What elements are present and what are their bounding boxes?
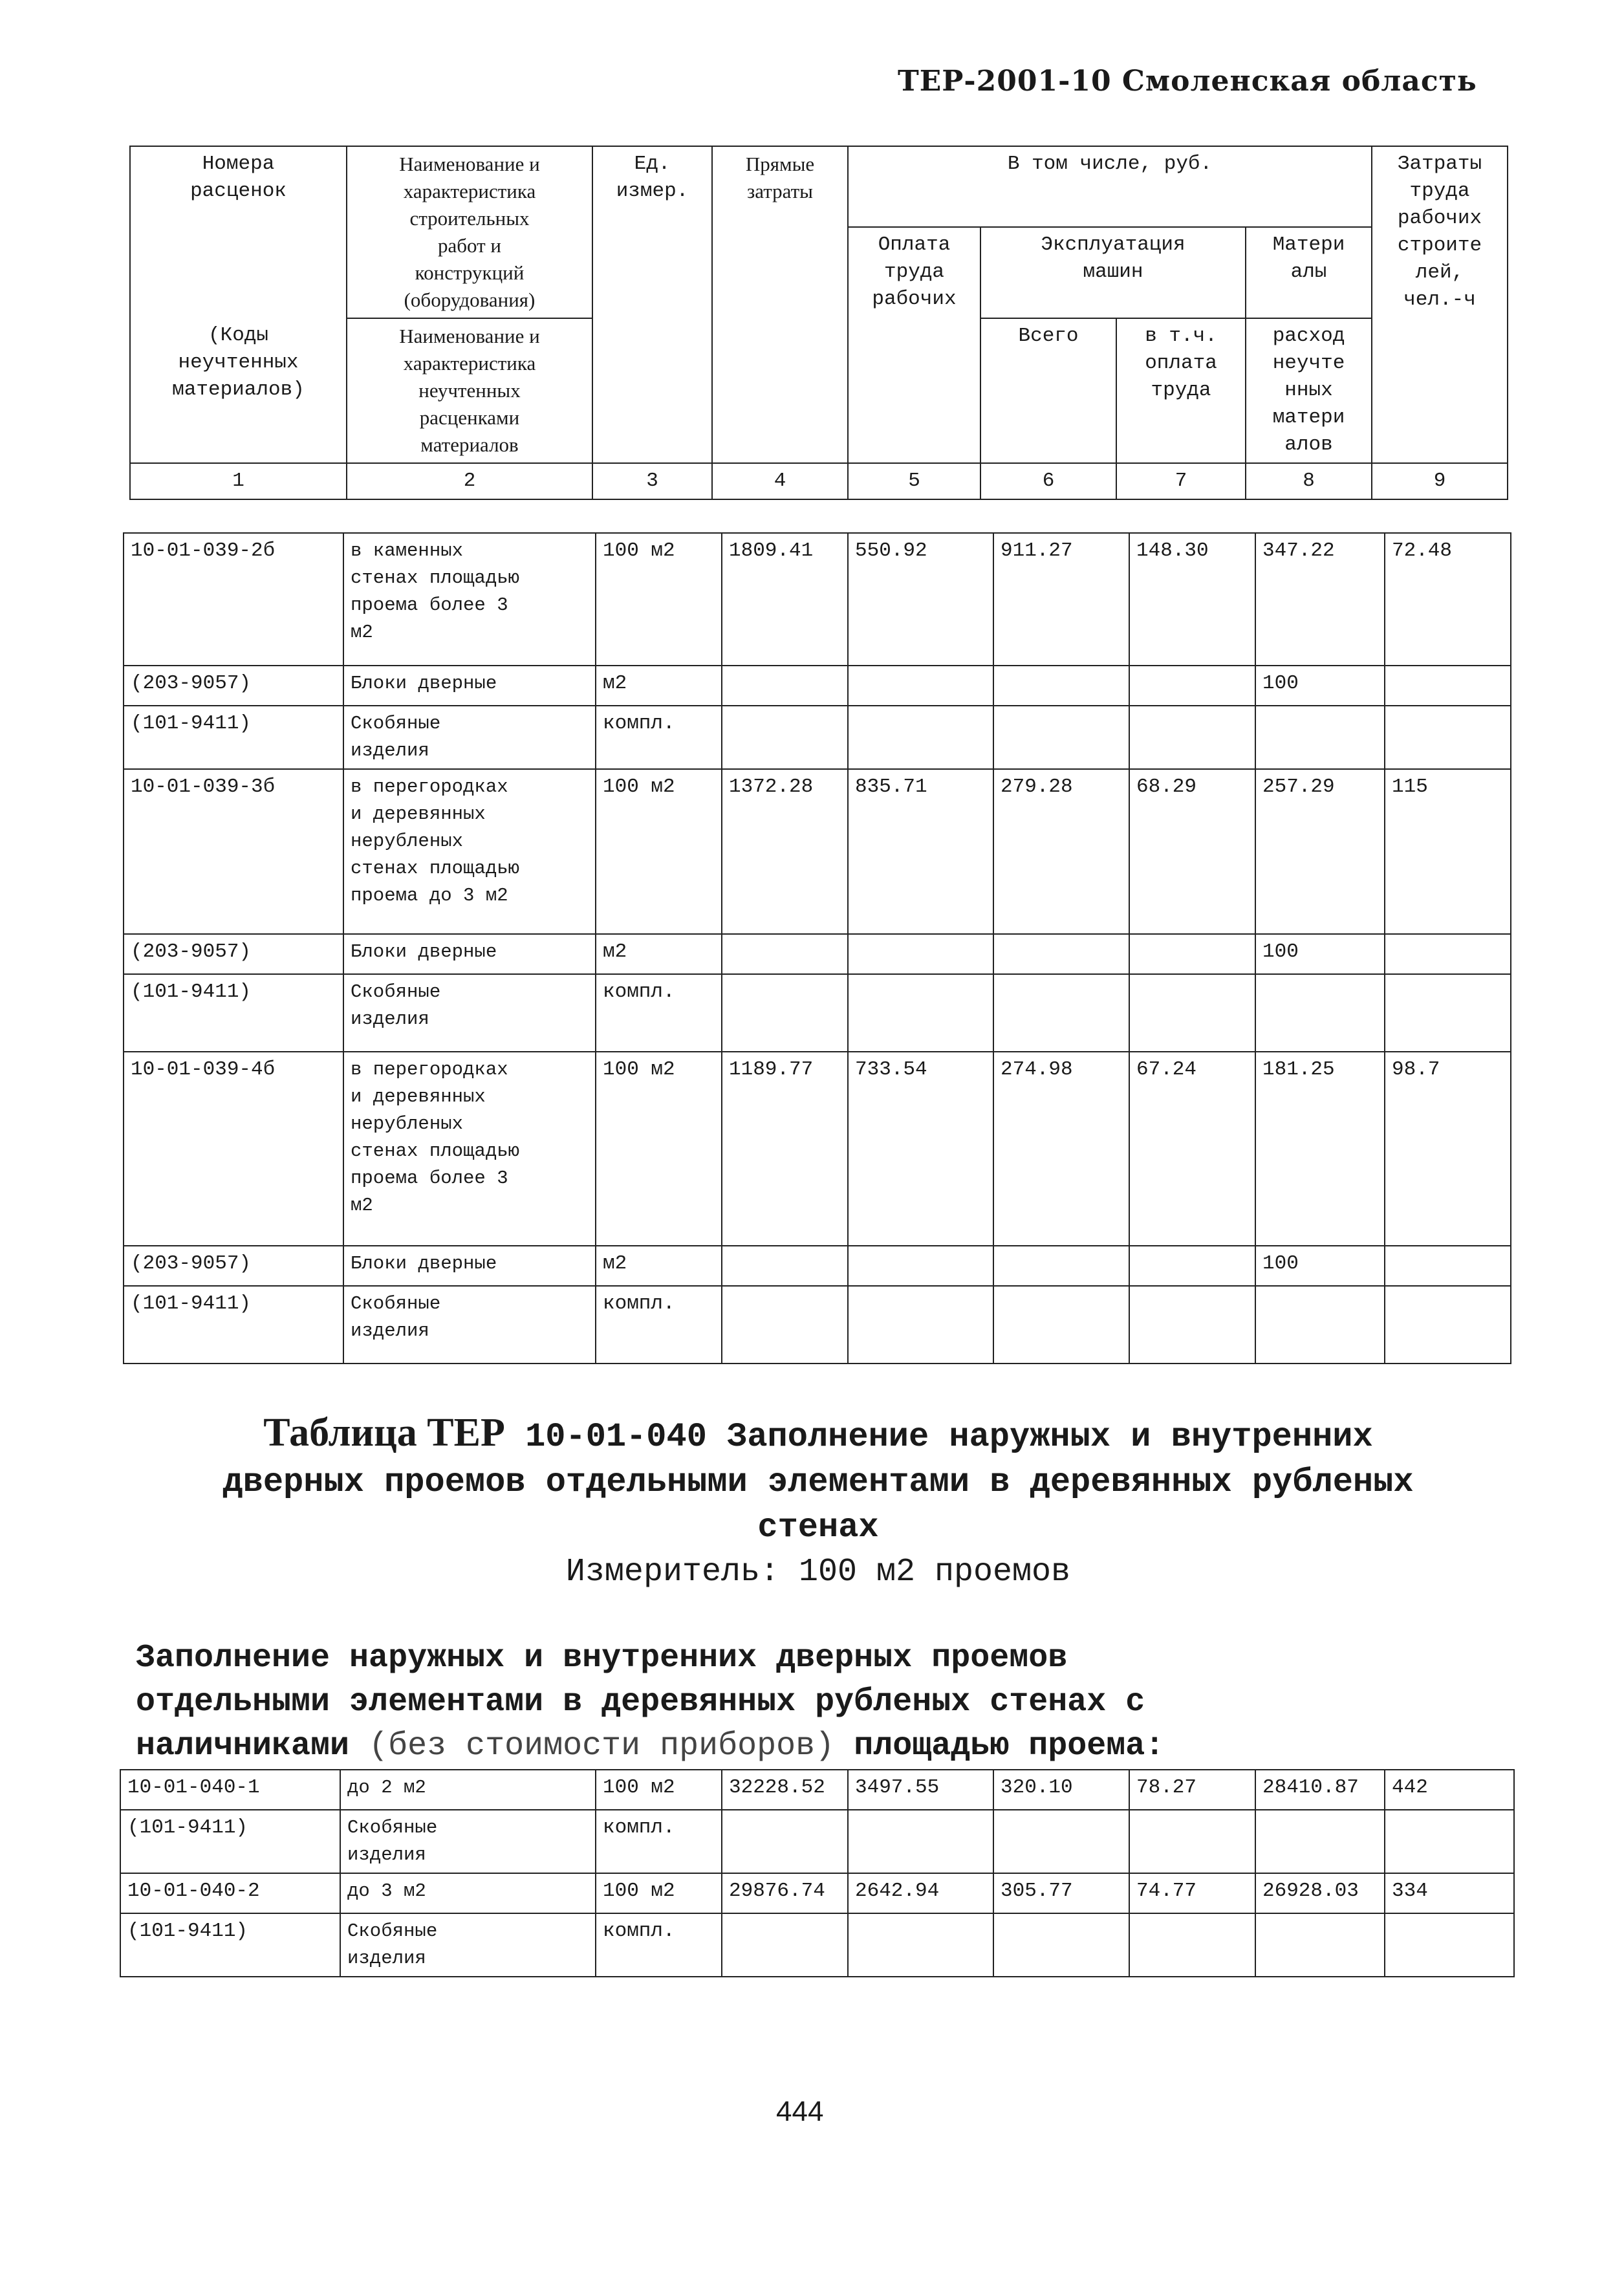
table-row [120,1770,1514,1810]
cell-code: 10-01-040-1 [120,1770,340,1810]
cell-code: 10-01-040-2 [120,1873,340,1913]
cell-machines [993,706,1129,769]
cell-unit: компл. [596,974,722,1052]
cell-unit: компл. [596,1810,722,1873]
cell-unit: 100 м2 [596,769,722,934]
header-machine-labor: в т.ч. оплата труда [1116,318,1246,463]
header-materials: Матери алы [1246,227,1372,318]
column-number: 1 [130,463,347,499]
header-work-name: Наименование и характеристика строительных работ и конструкций (оборудования) [347,146,592,318]
header-unaccounted-codes: (Коды неучтенных материалов) [130,318,347,463]
subsection-line-3c: площадью проема: [854,1728,1165,1765]
cell-labor [848,706,993,769]
cell-name: Скобяные изделия [343,1286,596,1364]
cell-hours [1385,1913,1514,1977]
column-number: 5 [848,463,980,499]
header-labor-hours: Затраты труда рабочих строите лей, чел.-ч [1372,146,1508,463]
header-including-rub: В том числе, руб. [848,146,1372,227]
cell-machine-labor: 78.27 [1129,1770,1255,1810]
title-prefix: Таблица ТЕР [263,1411,505,1455]
table-row [124,706,1511,769]
cell-code: 10-01-039-2б [124,533,343,666]
cell-machines [993,666,1129,706]
subsection-line-3a: наличниками [136,1728,350,1765]
cell-code: (203-9057) [124,666,343,706]
table-row [124,1246,1511,1286]
cell-machines: 320.10 [993,1770,1129,1810]
rates-table-039 [123,532,1511,1364]
header-direct-costs: Прямые затраты [712,146,848,463]
table-row [120,1873,1514,1913]
cell-labor: 550.92 [848,533,993,666]
table-row [124,1286,1511,1364]
cell-direct: 32228.52 [722,1770,848,1810]
header-machine-operation: Эксплуатация машин [980,227,1246,318]
title-measure-unit: Измеритель: 100 м2 проемов [565,1554,1071,1591]
cell-materials: 100 [1255,1246,1385,1286]
cell-hours [1385,1286,1511,1364]
cell-labor: 733.54 [848,1052,993,1246]
cell-labor: 3497.55 [848,1770,993,1810]
header-worker-pay: Оплата труда рабочих [848,227,980,463]
cell-hours [1385,1810,1514,1873]
cell-code: (203-9057) [124,1246,343,1286]
cell-unit: 100 м2 [596,1873,722,1913]
subsection-line-1: Заполнение наружных и внутренних дверных проемов [136,1640,1068,1677]
cell-machine-labor: 68.29 [1129,769,1255,934]
cell-machine-labor [1129,666,1255,706]
cell-labor: 2642.94 [848,1873,993,1913]
cell-machines [993,1286,1129,1364]
cell-unit: 100 м2 [596,1770,722,1810]
cell-machines [993,1913,1129,1977]
cell-name: Скобяные изделия [343,706,596,769]
cell-machine-labor: 74.77 [1129,1873,1255,1913]
cell-direct [722,974,848,1052]
cell-materials [1255,1810,1385,1873]
table-row [124,769,1511,934]
cell-unit: м2 [596,934,722,974]
cell-hours: 334 [1385,1873,1514,1913]
table-row [120,1810,1514,1873]
cell-labor [848,1913,993,1977]
cell-name: в перегородках и деревянных нерубленых стенах площадью проема более 3 м2 [343,1052,596,1246]
cell-machine-labor: 148.30 [1129,533,1255,666]
cell-direct [722,934,848,974]
column-number: 3 [592,463,712,499]
cell-name: Скобяные изделия [340,1810,596,1873]
cell-labor [848,666,993,706]
cell-machine-labor [1129,1810,1255,1873]
cell-direct [722,1246,848,1286]
table-row [124,974,1511,1052]
cell-machine-labor [1129,1913,1255,1977]
cell-name: Блоки дверные [343,934,596,974]
cell-code: 10-01-039-4б [124,1052,343,1246]
cell-unit: компл. [596,1286,722,1364]
column-header-table [129,146,1508,500]
cell-labor [848,1246,993,1286]
cell-materials [1255,1286,1385,1364]
cell-hours [1385,974,1511,1052]
cell-materials: 181.25 [1255,1052,1385,1246]
cell-code: 10-01-039-3б [124,769,343,934]
cell-direct [722,706,848,769]
cell-direct: 1372.28 [722,769,848,934]
cell-machine-labor [1129,1286,1255,1364]
subsection-title [136,1636,1526,1768]
cell-machines [993,1810,1129,1873]
cell-code: (101-9411) [120,1810,340,1873]
cell-hours [1385,934,1511,974]
table-row [124,1052,1511,1246]
cell-hours [1385,666,1511,706]
cell-hours: 115 [1385,769,1511,934]
cell-direct [722,1810,848,1873]
cell-materials: 100 [1255,934,1385,974]
cell-hours [1385,1246,1511,1286]
cell-name: в каменных стенах площадью проема более 3 м2 [343,533,596,666]
cell-direct: 29876.74 [722,1873,848,1913]
table-row [124,934,1511,974]
cell-name: до 3 м2 [340,1873,596,1913]
cell-unit: компл. [596,706,722,769]
cell-machine-labor: 67.24 [1129,1052,1255,1246]
cell-name: в перегородках и деревянных нерубленых стенах площадью проема до 3 м2 [343,769,596,934]
section-title [123,1410,1513,1594]
column-number: 9 [1372,463,1508,499]
cell-machines [993,1246,1129,1286]
header-rate-numbers: Номера расценок [130,146,347,318]
cell-machines: 274.98 [993,1052,1129,1246]
cell-machine-labor [1129,1246,1255,1286]
title-line-3: стенах [757,1508,879,1547]
title-line-2: дверных проемов отдельными элементами в деревянных рубленых [222,1463,1414,1501]
column-number: 7 [1116,463,1246,499]
cell-code: (101-9411) [124,1286,343,1364]
table-row [124,533,1511,666]
cell-materials: 347.22 [1255,533,1385,666]
cell-labor [848,1286,993,1364]
header-machines-total: Всего [980,318,1116,463]
cell-unit: 100 м2 [596,533,722,666]
cell-materials [1255,974,1385,1052]
cell-materials: 26928.03 [1255,1873,1385,1913]
cell-machines: 305.77 [993,1873,1129,1913]
cell-unit: м2 [596,666,722,706]
cell-materials [1255,706,1385,769]
cell-machines [993,974,1129,1052]
cell-labor: 835.71 [848,769,993,934]
cell-direct: 1189.77 [722,1052,848,1246]
cell-code: (101-9411) [120,1913,340,1977]
cell-machines: 911.27 [993,533,1129,666]
column-number: 4 [712,463,848,499]
table-row [124,666,1511,706]
title-line-1: 10-01-040 Заполнение наружных и внутренних [504,1418,1373,1456]
cell-labor [848,974,993,1052]
cell-machines [993,934,1129,974]
cell-labor [848,1810,993,1873]
cell-direct [722,666,848,706]
cell-code: (203-9057) [124,934,343,974]
cell-name: до 2 м2 [340,1770,596,1810]
column-number: 2 [347,463,592,499]
cell-code: (101-9411) [124,974,343,1052]
cell-unit: 100 м2 [596,1052,722,1246]
cell-direct: 1809.41 [722,533,848,666]
cell-name: Скобяные изделия [340,1913,596,1977]
cell-name: Блоки дверные [343,666,596,706]
cell-materials: 257.29 [1255,769,1385,934]
rates-table-040 [120,1769,1515,1977]
table-row [120,1913,1514,1977]
cell-direct [722,1913,848,1977]
cell-direct [722,1286,848,1364]
cell-machine-labor [1129,706,1255,769]
cell-materials [1255,1913,1385,1977]
cell-hours: 442 [1385,1770,1514,1810]
column-number: 8 [1246,463,1372,499]
cell-machines: 279.28 [993,769,1129,934]
header-unaccounted-materials: расход неучте нных матери алов [1246,318,1372,463]
header-unaccounted-name: Наименование и характеристика неучтенных расценками материалов [347,318,592,463]
cell-code: (101-9411) [124,706,343,769]
header-unit: Ед. измер. [592,146,712,463]
cell-materials: 28410.87 [1255,1770,1385,1810]
cell-labor [848,934,993,974]
cell-unit: компл. [596,1913,722,1977]
cell-materials: 100 [1255,666,1385,706]
cell-hours: 72.48 [1385,533,1511,666]
subsection-line-3b: (без стоимости приборов) [349,1728,854,1765]
cell-hours [1385,706,1511,769]
page-number: 444 [776,2096,824,2127]
cell-machine-labor [1129,974,1255,1052]
cell-name: Скобяные изделия [343,974,596,1052]
page-header: ТЕР-2001-10 Смоленская область [898,65,1477,98]
cell-name: Блоки дверные [343,1246,596,1286]
cell-unit: м2 [596,1246,722,1286]
subsection-line-2: отдельными элементами в деревянных рубленых стенах с [136,1684,1145,1721]
cell-machine-labor [1129,934,1255,974]
cell-hours: 98.7 [1385,1052,1511,1246]
column-number: 6 [980,463,1116,499]
